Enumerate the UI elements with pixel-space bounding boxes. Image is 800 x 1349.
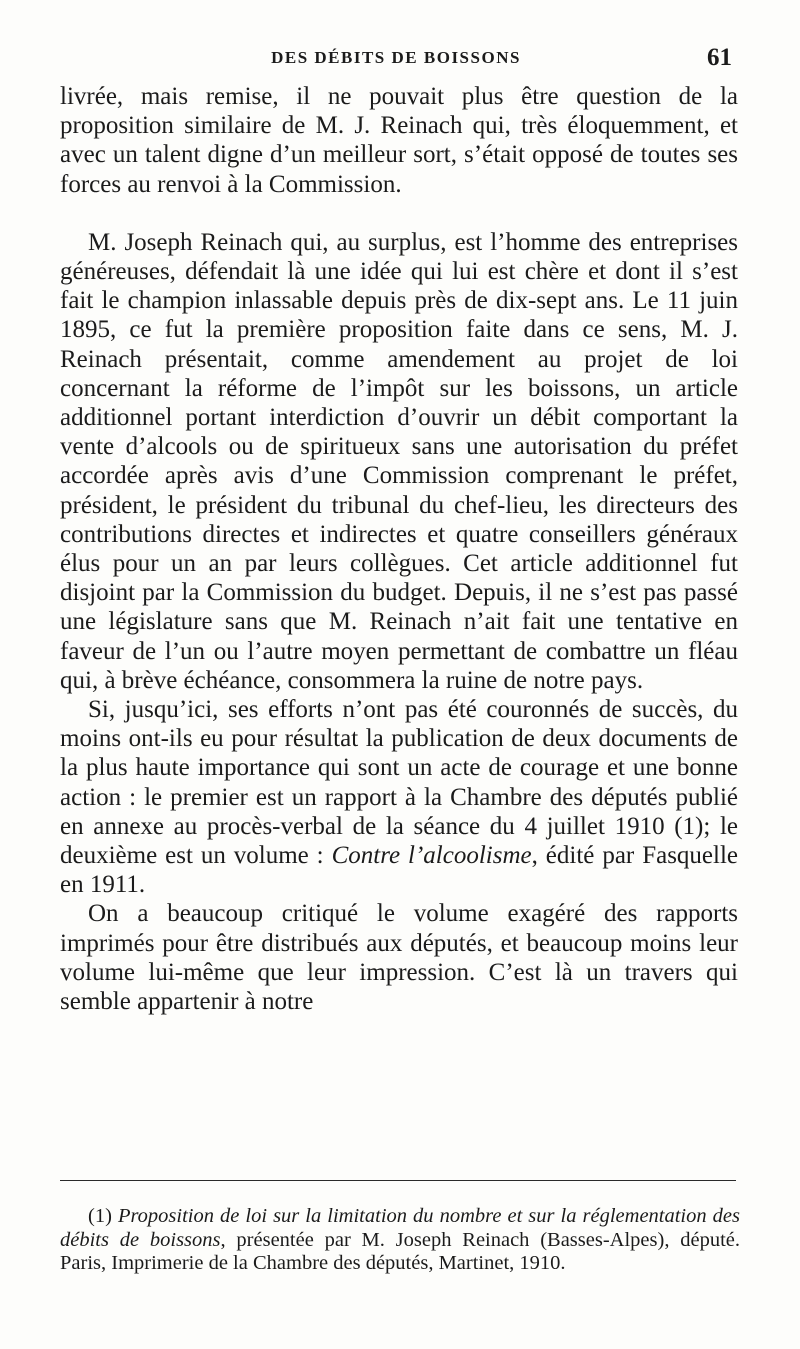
paragraph-3-text: Si, jusqu’ici, ses efforts n’ont pas été couronnés de succès, du moins ont-ils eu pour résultat la publication de deux documents de la plus haute importance qui sont un acte de courage et une bonne action : le premier est un rapport à la Chambre des députés publié en annexe au procès-verbal de la séance du 4 juillet 1910 (1); le deuxième est un volume :	[60, 696, 738, 870]
paragraph-3	[60, 695, 738, 899]
paragraph-1: livrée, mais remise, il ne pouvait plus être question de la proposition similaire de M. J. Reinach qui, très éloquemment, et avec un talent digne d’un meilleur sort, s’était opposé de toutes ses forces au renvoi à la Commission.	[60, 83, 738, 198]
footnote-text: , présentée par M. Joseph Reinach (Basses-Alpes), député. Paris, Imprimerie de la Chambre des députés, Martinet, 1910.	[60, 1228, 740, 1275]
page-header	[60, 44, 732, 74]
book-title: Contre l’alcoolisme	[331, 842, 532, 870]
footnote-title: Proposition de loi sur la limitation du nombre et sur la réglementation des débits de boissons	[60, 1205, 740, 1251]
paragraph-4: On a beaucoup critiqué le volume exagéré des rapports imprimés pour être distribués aux députés, et beaucoup moins leur volume lui-même que leur impression. C’est là un travers qui semble appartenir à notre	[60, 900, 738, 1016]
body-text	[60, 82, 738, 1016]
footnote-1	[60, 1205, 740, 1276]
page-number: 61	[707, 44, 732, 71]
running-head: DES DÉBITS DE BOISSONS	[271, 48, 521, 67]
paragraph-3-end: , édité par Fasquelle en 1911.	[60, 842, 739, 899]
paragraph-2: M. Joseph Reinach qui, au surplus, est l’homme des entreprises généreuses, défendait là une idée qui lui est chère et dont il s’est fait le champion inlassable depuis près de dix-sept ans. Le 11 juin 1895, ce fut la première proposition faite dans ce sens, M. J. Reinach présentait, comme amendement au projet de loi concernant la réforme de l’impôt sur les boissons, un article additionnel portant interdiction d’ouvrir un débit comportant la vente d’alcools ou de spiritueux sans une autorisation du préfet accordée après avis d’une Commission comprenant le préfet, président, le président du tribunal du chef-lieu, les directeurs des contributions directes et indirectes et quatre conseillers généraux élus pour un an par leurs collègues. Cet article additionnel fut disjoint par la Commission du budget. Depuis, il ne s’est pas passé une législature sans que M. Reinach n’ait fait une tentative en faveur de l’un ou l’autre moyen permettant de combattre un fléau qui, à brève échéance, consommera la ruine de notre pays.	[60, 228, 738, 694]
footnotes	[60, 1205, 740, 1276]
footnote-marker: (1)	[88, 1205, 118, 1227]
footnote-divider	[60, 1180, 736, 1181]
